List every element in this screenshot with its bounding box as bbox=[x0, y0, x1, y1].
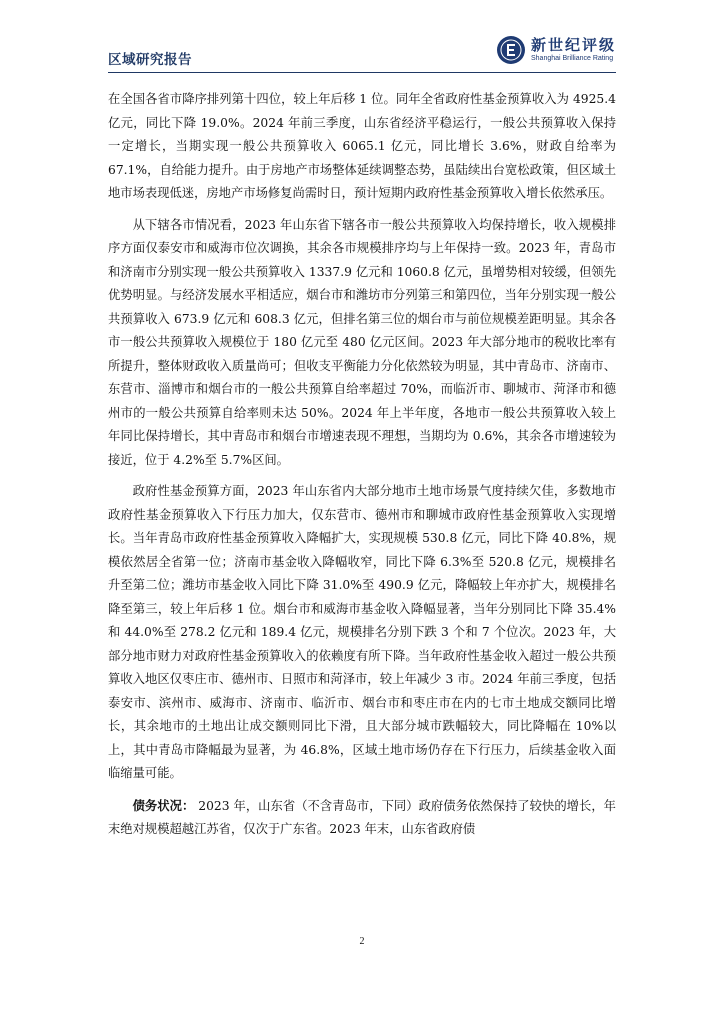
report-body bbox=[108, 88, 616, 850]
page-header bbox=[108, 30, 616, 74]
logo-chinese-name: 新世纪评级 bbox=[530, 35, 616, 54]
body-paragraph: 从下辖各市情况看，2023 年山东省下辖各市一般公共预算收入均保持增长，收入规模排序方面仅泰安市和威海市位次调换，其余各市规模排序均与上年保持一致。2023 年，青岛市和济南市分别实现一般公共预算收入 1337.9 亿元和 1060.8 亿元，虽增势相对较缓，但领先优势明显。与经济发展水平相适应，烟台市和潍坊市分列第三和第四位，当年分别实现一般公共预算收入 673.9 亿元和 608.3 亿元，但排名第三位的烟台市与前位规模差距明显。其余各市一般公共预算收入规模位于 180 亿元至 480 亿元区间。2023 年大部分地市的税收比率有所提升，整体财政收入质量尚可；但收支平衡能力分化依然较为明显，其中青岛市、济南市、东营市、淄博市和烟台市的一般公共预算自给率超过 70%，而临沂市、聊城市、菏泽市和德州市的一般公共预算自给率则未达 50%。2024 年上半年度，各地市一般公共预算收入较上年同比保持增长，其中青岛市和烟台市增速表现不理想，当期均为 0.6%，其余各市增速较为接近，位于 4.2%至 5.7%区间。 bbox=[108, 217, 616, 467]
report-title: 区域研究报告 bbox=[108, 52, 192, 68]
body-paragraph: 政府性基金预算方面，2023 年山东省内大部分地市土地市场景气度持续欠佳，多数地市政府性基金预算收入下行压力加大，仅东营市、德州市和聊城市政府性基金预算收入实现增长。当年青岛市政府性基金预算收入降幅扩大，实现规模 530.8 亿元，同比下降 40.8%，规模依然居全省第一位；济南市基金收入降幅收窄，同比下降 6.3%至 520.8 亿元，规模排名升至第二位；潍坊市基金收入同比下降 31.0%至 490.9 亿元，降幅较上年亦扩大，规模排名降至第三，较上年后移 1 位。烟台市和威海市基金收入降幅显著，当年分别同比下降 35.4%和 44.0%至 278.2 亿元和 189.4 亿元，规模排名分别下跌 3 个和 7 个位次。2023 年，大部分地市财力对政府性基金预算收入的依赖度有所下降。当年政府性基金收入超过一般公共预算收入地区仅枣庄市、德州市、日照市和菏泽市，较上年减少 3 市。2024 年前三季度，包括泰安市、滨州市、威海市、济南市、临沂市、烟台市和枣庄市在内的七市土地成交额同比增长，其余地市的土地出让成交额则同比下滑，且大部分城市跌幅较大，同比降幅在 10%以上，其中青岛市降幅最为显著，为 46.8%，区域土地市场仍存在下行压力，后续基金收入面临缩量可能。 bbox=[108, 484, 616, 780]
debt-status-text: 2023 年，山东省（不含青岛市，下同）政府债务依然保持了较快的增长，年末绝对规模超越江苏省，仅次于广东省。2023 年末，山东省政府债 bbox=[108, 798, 616, 836]
header-divider bbox=[108, 72, 616, 73]
page-number: 2 bbox=[359, 936, 365, 947]
debt-status-paragraph bbox=[108, 794, 616, 842]
body-paragraph: 在全国各省市降序排列第十四位，较上年后移 1 位。同年全省政府性基金预算收入为 4925.4 亿元，同比下降 19.0%。2024 年前三季度，山东省经济平稳运行，一般公共预算收入保持一定增长，当期实现一般公共预算收入 6065.1 亿元，同比增长 3.6%，财政自给率为 67.1%，自给能力提升。由于房地产市场整体延续调整态势，虽陆续出台宽松政策，但区域土地市场表现低迷，房地产市场修复尚需时日，预计短期内政府性基金预算收入增长依然承压。 bbox=[108, 92, 616, 200]
logo-english-name: Shanghai Brilliance Rating bbox=[530, 55, 614, 63]
rating-agency-emblem-icon bbox=[497, 36, 525, 64]
debt-status-heading: 债务状况： bbox=[132, 797, 195, 813]
company-logo bbox=[497, 30, 616, 70]
